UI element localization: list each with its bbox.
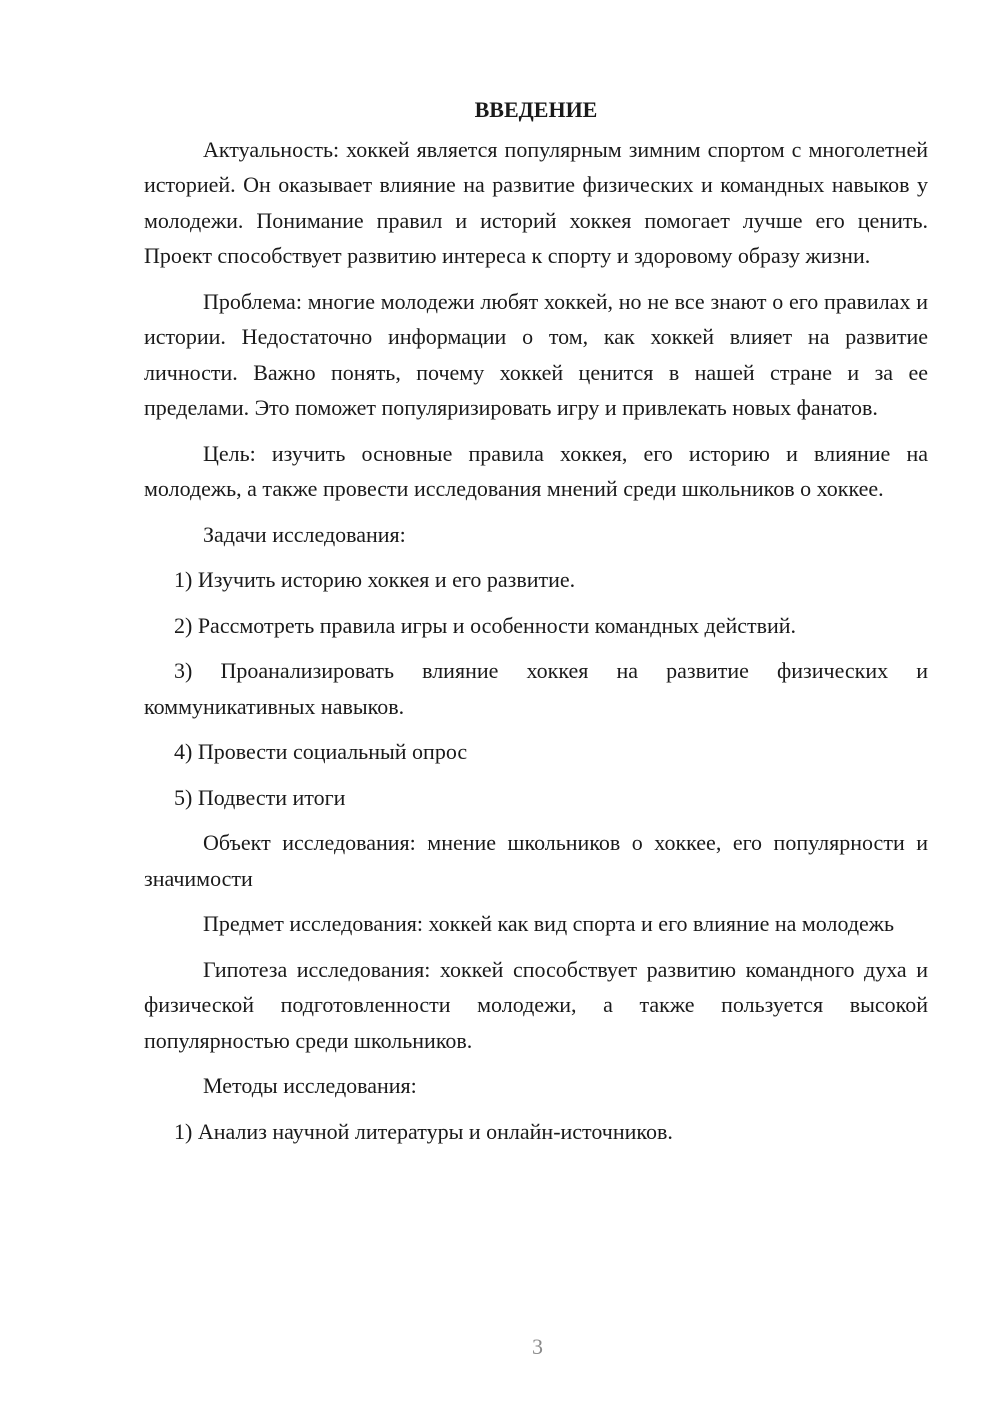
task-item: 3) Проанализировать влияние хоккея на развитие физических и коммуникативных навыков. <box>144 658 928 719</box>
subject-paragraph: Предмет исследования: хоккей как вид спорта и его влияние на молодежь <box>203 911 895 936</box>
object-paragraph: Объект исследования: мнение школьников о хоккее, его популярности и значимости <box>144 830 928 891</box>
page-content <box>144 92 928 1159</box>
tasks-heading: Задачи исследования: <box>203 521 406 547</box>
hypothesis-paragraph: Гипотеза исследования: хоккей способствует развитию командного духа и физической подготовленности молодежи, а также пользуется высокой популярностью среди школьников. <box>144 956 928 1053</box>
methods-heading: Методы исследования: <box>203 1073 417 1098</box>
relevance-paragraph: Актуальность: хоккей является популярным зимним спортом с многолетней историей. Он оказывает влияние на развитие физических и командных навыков у молодежи. Понимание правил и историй хоккея помогает лучше его ценить. Проект способствует развитию интереса к спорту и здоровому образу жизни. <box>144 136 928 268</box>
section-title: ВВЕДЕНИЕ <box>474 97 598 122</box>
method-item: 1) Анализ научной литературы и онлайн-источников. <box>174 1118 673 1144</box>
problem-paragraph: Проблема: многие молодежи любят хоккей, но не все знают о его правилах и истории. Недостаточно информации о том, как хоккей влияет на развитие личности. Важно понять, почему хоккей ценится в нашей стране и за ее пределами. Это поможет популяризировать игру и привлекать новых фанатов. <box>144 288 928 420</box>
goal-paragraph: Цель: изучить основные правила хоккея, его историю и влияние на молодежь, а также провести исследования мнений среди школьников о хоккее. <box>144 440 928 501</box>
task-item: 5) Подвести итоги <box>174 784 346 810</box>
task-item: 4) Провести социальный опрос <box>174 739 468 764</box>
task-item: 2) Рассмотреть правила игры и особенности командных действий. <box>174 612 797 638</box>
task-item: 1) Изучить историю хоккея и его развитие. <box>174 567 576 592</box>
page-number: 3 <box>532 1334 543 1359</box>
